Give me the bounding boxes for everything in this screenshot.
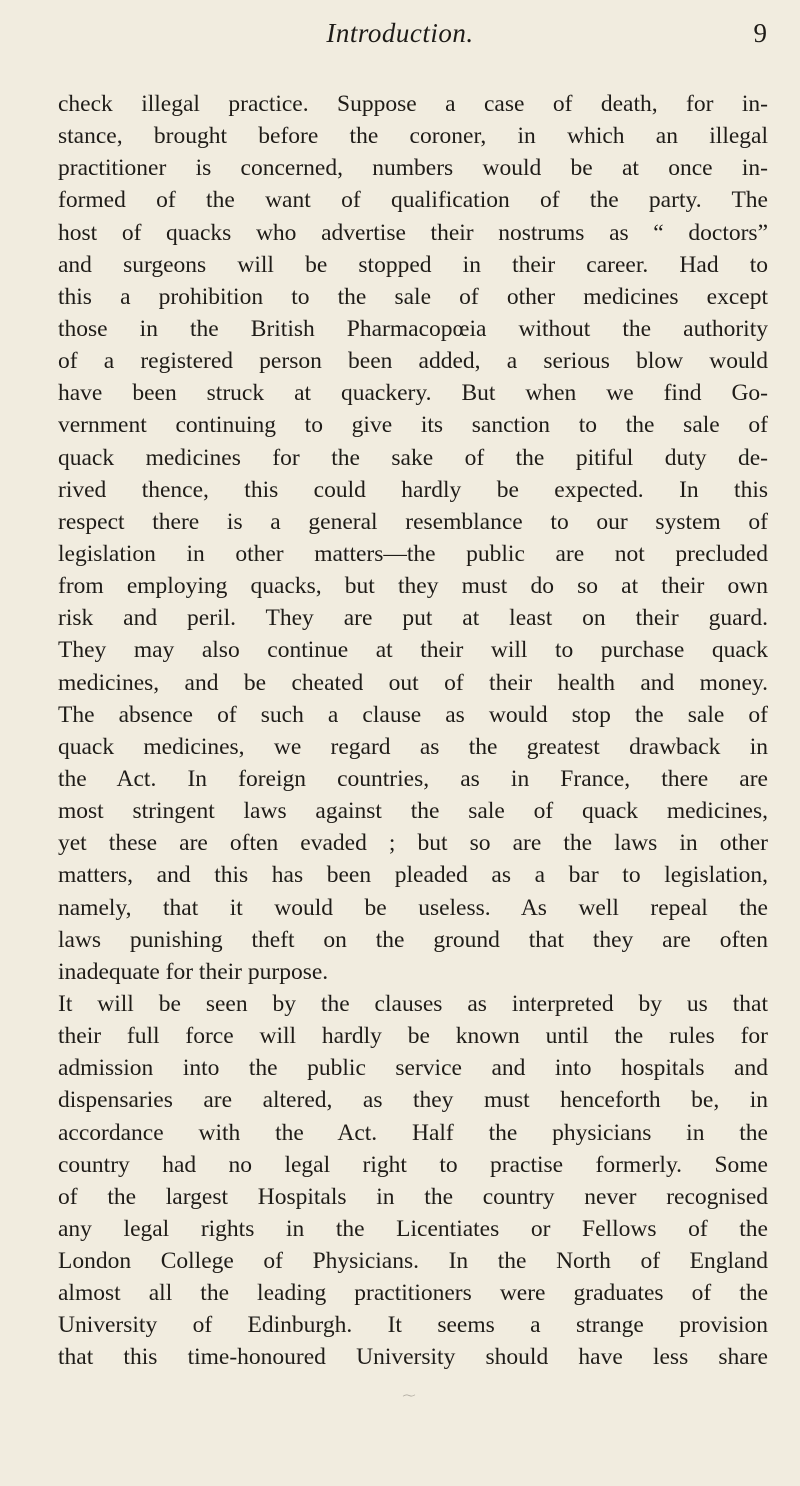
text-line: medicines, and be cheated out of their health and money. bbox=[58, 669, 768, 696]
text-line: vernment continuing to give its sanction to the sale of bbox=[58, 412, 768, 439]
text-line: those in the British Pharmacopœia without the authority bbox=[58, 315, 768, 342]
text-line: formed of the want of qualification of the party. The bbox=[58, 187, 768, 214]
text-line: dispensaries are altered, as they must henceforth be, in bbox=[58, 1087, 768, 1114]
text-line: country had no legal right to practise formerly. Some bbox=[58, 1151, 768, 1178]
text-line: yet these are often evaded ; but so are the laws in other bbox=[58, 830, 768, 857]
text-line: respect there is a general resemblance to our system of bbox=[58, 508, 768, 535]
text-line: University of Edinburgh. It seems a strange provision bbox=[58, 1312, 768, 1339]
text-line: and surgeons will be stopped in their career. Had to bbox=[58, 251, 768, 278]
running-head bbox=[0, 16, 800, 56]
text-line: laws punishing theft on the ground that they are often bbox=[58, 926, 768, 953]
body-text bbox=[58, 88, 768, 1374]
text-line: quack medicines, we regard as the greatest drawback in bbox=[58, 733, 768, 760]
paragraph-start-line: It will be seen by the clauses as interpreted by us that bbox=[58, 990, 768, 1017]
text-line: matters, and this has been pleaded as a bar to legislation, bbox=[58, 862, 768, 889]
text-line: check illegal practice. Suppose a case of death, for in- bbox=[58, 91, 768, 117]
paragraph-end-line: inadequate for their purpose. bbox=[58, 958, 329, 985]
text-line: host of quacks who advertise their nostrums as “ doctors” bbox=[58, 219, 768, 246]
text-line: quack medicines for the sake of the pitiful duty de- bbox=[58, 444, 768, 471]
text-line: most stringent laws against the sale of quack medicines, bbox=[58, 798, 768, 825]
text-line: have been struck at quackery. But when we find Go- bbox=[58, 380, 768, 407]
text-line: any legal rights in the Licentiates or Fellows of the bbox=[58, 1215, 768, 1242]
text-line: The absence of such a clause as would stop the sale of bbox=[58, 701, 768, 728]
running-title: Introduction. bbox=[326, 18, 474, 48]
text-line: practitioner is concerned, numbers would be at once in- bbox=[58, 155, 768, 182]
text-line: stance, brought before the coroner, in which an illegal bbox=[58, 123, 768, 150]
paper-speck bbox=[400, 1394, 418, 1397]
text-line: almost all the leading practitioners were graduates of the bbox=[58, 1280, 768, 1307]
text-line: of a registered person been added, a serious blow would bbox=[58, 348, 768, 375]
text-line: They may also continue at their will to purchase quack bbox=[58, 637, 768, 664]
text-line: that this time-honoured University should have less share bbox=[58, 1344, 768, 1371]
text-line: their full force will hardly be known until the rules for bbox=[58, 1023, 768, 1050]
page-number: 9 bbox=[753, 18, 767, 48]
text-line: the Act. In foreign countries, as in France, there are bbox=[58, 765, 768, 792]
text-line: legislation in other matters—the public are not precluded bbox=[58, 540, 768, 567]
text-line: accordance with the Act. Half the physicians in the bbox=[58, 1119, 768, 1146]
text-line: risk and peril. They are put at least on their guard. bbox=[58, 605, 768, 632]
text-line: London College of Physicians. In the North of England bbox=[58, 1248, 768, 1275]
text-line: rived thence, this could hardly be expected. In this bbox=[58, 476, 768, 503]
text-line: this a prohibition to the sale of other medicines except bbox=[58, 283, 768, 310]
text-line: admission into the public service and into hospitals and bbox=[58, 1055, 768, 1082]
text-line: namely, that it would be useless. As well repeal the bbox=[58, 894, 768, 921]
text-line: of the largest Hospitals in the country never recognised bbox=[58, 1183, 768, 1210]
text-line: from employing quacks, but they must do so at their own bbox=[58, 573, 768, 600]
